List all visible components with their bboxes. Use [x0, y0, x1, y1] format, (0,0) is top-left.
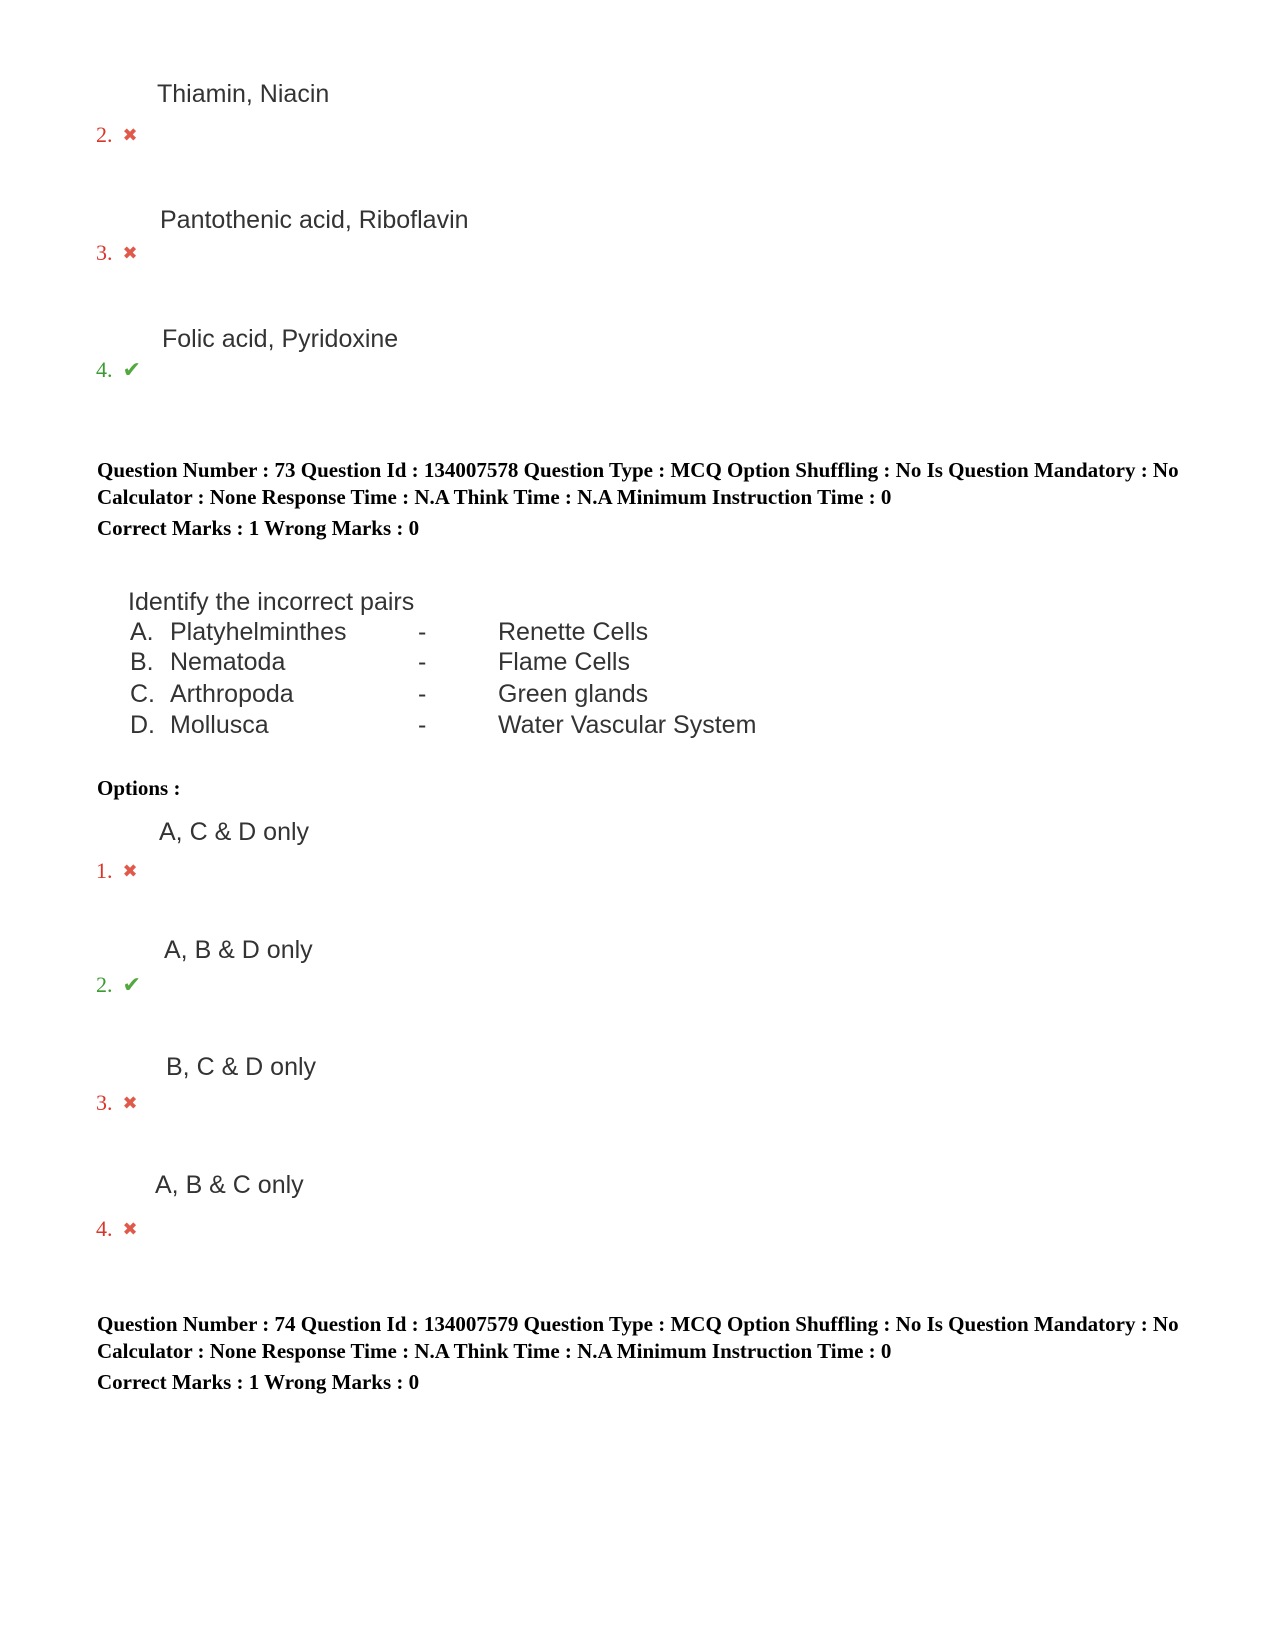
check-icon: ✔ — [122, 972, 141, 997]
option-number — [96, 122, 138, 148]
pair-right: Water Vascular System — [498, 711, 757, 739]
pair-left: Nematoda — [170, 648, 286, 676]
option-text: Thiamin, Niacin — [157, 80, 330, 108]
option-number — [96, 858, 138, 884]
question-marks: Correct Marks : 1 Wrong Marks : 0 — [97, 1370, 420, 1394]
pair-left: Arthropoda — [170, 680, 294, 708]
option-text: A, B & C only — [155, 1171, 304, 1199]
option-number — [96, 1090, 138, 1116]
pair-right: Renette Cells — [498, 618, 649, 646]
option-number-label: 4. — [96, 1216, 113, 1241]
pair-right: Green glands — [498, 680, 649, 708]
option-number — [96, 240, 138, 266]
option-number-label: 3. — [96, 240, 113, 265]
question-marks: Correct Marks : 1 Wrong Marks : 0 — [97, 516, 420, 540]
cross-icon: ✖ — [122, 243, 138, 263]
cross-icon: ✖ — [122, 1093, 138, 1113]
cross-icon: ✖ — [122, 1219, 138, 1239]
options-label: Options : — [97, 776, 181, 800]
option-number — [96, 972, 141, 998]
option-text: B, C & D only — [166, 1053, 317, 1081]
option-number-label: 2. — [96, 122, 113, 147]
pair-left: Platyhelminthes — [170, 618, 347, 646]
pair-dash: - — [418, 618, 427, 646]
option-text: Folic acid, Pyridoxine — [162, 325, 399, 353]
option-text: A, C & D only — [159, 818, 310, 846]
option-number-label: 3. — [96, 1090, 113, 1115]
question-meta-line: Question Number : 74 Question Id : 134007579 Question Type : MCQ Option Shuffling : No Is Question Mandatory : No Calculator : None Response Time : N.A Think Time : N.A Minimum Instruction Time : 0 — [97, 1312, 1179, 1363]
cross-icon: ✖ — [122, 125, 138, 145]
pair-letter: A. — [130, 618, 154, 646]
pair-letter: B. — [130, 648, 154, 676]
pair-letter: D. — [130, 711, 155, 739]
option-text: A, B & D only — [164, 936, 313, 964]
pair-letter: C. — [130, 680, 155, 708]
pair-left: Mollusca — [170, 711, 269, 739]
option-number-label: 1. — [96, 858, 113, 883]
cross-icon: ✖ — [122, 861, 138, 881]
pair-dash: - — [418, 680, 427, 708]
pair-dash: - — [418, 648, 427, 676]
question-meta — [97, 457, 1217, 542]
pair-right: Flame Cells — [498, 648, 630, 676]
option-number-label: 2. — [96, 972, 113, 997]
question-meta-line: Question Number : 73 Question Id : 134007578 Question Type : MCQ Option Shuffling : No Is Question Mandatory : No Calculator : None Response Time : N.A Think Time : N.A Minimum Instruction Time : 0 — [97, 458, 1179, 509]
option-text: Pantothenic acid, Riboflavin — [160, 206, 469, 234]
option-number-label: 4. — [96, 357, 113, 382]
check-icon: ✔ — [122, 357, 141, 382]
pair-dash: - — [418, 711, 427, 739]
option-number — [96, 1216, 138, 1242]
option-number — [96, 357, 141, 383]
question-prompt: Identify the incorrect pairs — [128, 588, 415, 616]
question-meta — [97, 1311, 1217, 1396]
